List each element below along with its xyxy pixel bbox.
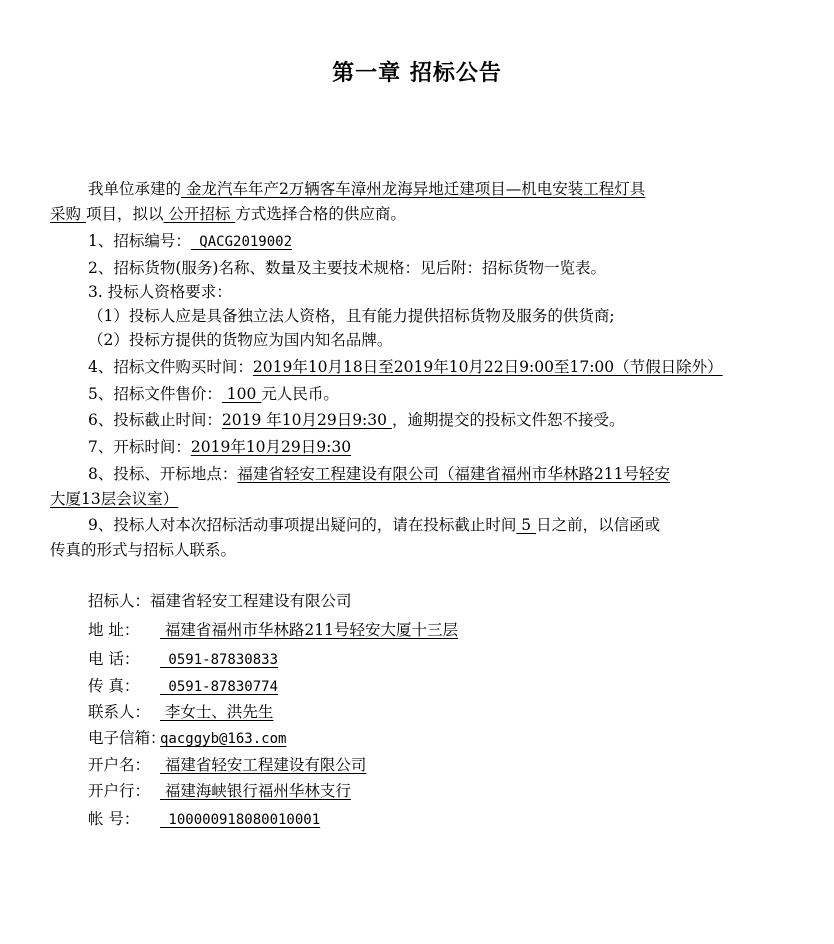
email-value: qacggyb@163.com: [160, 731, 287, 747]
account-name-label: 开户名：: [88, 756, 151, 774]
bid-deadline: 2019 年10月29日9:30: [221, 411, 392, 429]
email-label: 电子信箱：: [88, 729, 166, 747]
bid-location: 福建省轻安工程建设有限公司（福建省福州市华林路211号轻安: [237, 465, 670, 483]
item-8: [50, 463, 670, 485]
price-unit: 元人民币。: [261, 385, 339, 403]
intro-text-3: 方式选择合格的供应商。: [235, 205, 406, 223]
contact-account-no: [88, 808, 320, 831]
item-3: 3. 投标人资格要求：: [88, 283, 232, 301]
contact-account-name: [88, 754, 366, 776]
project-name: 金龙汽车年产2万辆客车漳州龙海异地迁建项目—机电安装工程灯具: [181, 180, 646, 198]
phone-label: 电 话：: [88, 650, 140, 668]
item-7: [50, 436, 351, 458]
item-5-label: 5、招标文件售价：: [88, 385, 222, 403]
contact-email: [88, 727, 286, 750]
item-7-label: 7、开标时间：: [88, 438, 191, 456]
item-3a: （1）投标人应是具备独立法人资格，且有能力提供招标货物及服务的供货商;: [88, 307, 615, 325]
item-9-text: 9、投标人对本次招标活动事项提出疑问的，请在投标截止时间: [88, 516, 517, 534]
page-title: 第一章 招标公告: [332, 61, 502, 86]
bank-value: 福建海峡银行福州华林支行: [160, 782, 351, 800]
item-3b: （2）投标方提供的货物应为国内知名品牌。: [88, 331, 393, 349]
person-value: 李女士、洪先生: [160, 703, 274, 721]
item-2: 2、招标货物(服务)名称、数量及主要技术规格：见后附：招标货物一览表。: [88, 259, 606, 277]
intro-line-1: [50, 178, 645, 200]
item-1: [50, 230, 292, 253]
address-label: 地 址：: [88, 621, 140, 639]
person-label: 联系人：: [88, 703, 151, 721]
contact-tenderer: [88, 590, 352, 612]
account-name-value: 福建省轻安工程建设有限公司: [160, 756, 367, 774]
account-no-label: 帐 号：: [88, 810, 140, 828]
bid-location-cont: 大厦13层会议室）: [50, 490, 179, 508]
tender-number: QACG2019002: [190, 234, 293, 250]
tenderer-label: 招标人：: [88, 592, 151, 610]
account-no-value: 100000918080010001: [160, 812, 321, 828]
item-8-label: 8、投标、开标地点：: [88, 465, 238, 483]
item-9-text-2: 日之前，以信函或: [536, 516, 661, 534]
item-6-label: 6、投标截止时间：: [88, 411, 222, 429]
document-price: 100: [221, 385, 262, 403]
item-9-cont: 传真的形式与招标人联系。: [50, 541, 237, 559]
item-6: [50, 409, 624, 431]
bank-label: 开户行：: [88, 782, 151, 800]
fax-label: 传 真：: [88, 677, 140, 695]
contact-address: [88, 619, 458, 641]
tenderer-value: 福建省轻安工程建设有限公司: [150, 592, 352, 610]
item-4: [50, 356, 723, 378]
fax-value: 0591-87830774: [160, 679, 279, 695]
opening-time: 2019年10月29日9:30: [190, 438, 352, 456]
intro-text-2: 项目，拟以: [85, 205, 164, 223]
contact-bank: [88, 780, 351, 802]
item-1-label: 1、招标编号：: [88, 232, 191, 250]
item-4-label: 4、招标文件购买时间：: [88, 358, 253, 376]
intro-line-2: [50, 203, 406, 225]
contact-fax: [88, 675, 278, 698]
procurement-method: 公开招标: [163, 205, 236, 223]
item-9: [50, 514, 660, 536]
question-days: 5: [516, 516, 537, 534]
project-name-cont: 采购: [50, 205, 86, 223]
item-6-tail: ，逾期提交的投标文件恕不接受。: [391, 411, 625, 429]
intro-text: 我单位承建的: [88, 180, 182, 198]
item-5: [50, 383, 339, 405]
contact-phone: [88, 648, 278, 671]
contact-person: [88, 701, 273, 723]
phone-value: 0591-87830833: [160, 652, 279, 668]
address-value: 福建省福州市华林路211号轻安大厦十三层: [160, 621, 459, 639]
purchase-time: 2019年10月18日至2019年10月22日9:00至17:00（节假日除外）: [252, 358, 723, 376]
item-8-cont: [50, 488, 178, 510]
